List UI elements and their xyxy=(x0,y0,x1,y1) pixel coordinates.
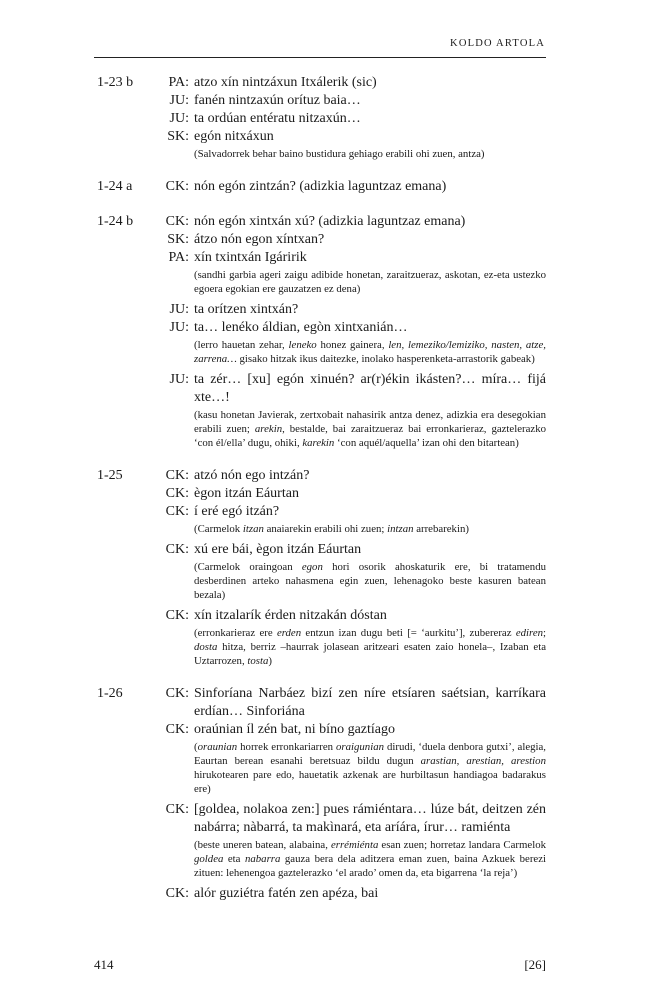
utterance xyxy=(156,249,546,267)
note-text: entzun izan dugu beti [= ‘aurkitu’], zubereraz xyxy=(301,627,516,639)
note-text: ( xyxy=(194,741,198,753)
note-text: , bestalde, bai zaraitzueraz bai erronkarieraz, gaztelerazko ‘con él/ella’ dugu, ohiki, xyxy=(194,423,546,449)
utterance-text: atzo xín nintzáxun Itxálerik (sic) xyxy=(194,75,377,90)
speaker-label: JU: xyxy=(169,93,189,108)
utterance xyxy=(156,485,546,503)
block-id: 1-24 b xyxy=(97,214,134,229)
note-italic-term: erden xyxy=(276,627,302,639)
note-text: ‘con aquél/aquella’ izan ohi den bitartean) xyxy=(334,437,519,449)
transcript-block xyxy=(97,178,546,196)
note-text: (lerro hauetan zehar, xyxy=(194,339,289,351)
note-text: (erronkarieraz ere xyxy=(194,627,277,639)
utterance-text: átzo nón egon xíntxan? xyxy=(194,232,325,247)
speaker-label: SK: xyxy=(167,129,189,144)
utterance-text: oraúnian íl zén bat, ni bíno gaztíago xyxy=(194,722,395,737)
note-italic-term: oraunian xyxy=(197,741,238,753)
speaker-label: JU: xyxy=(169,302,189,317)
utterance-text: nón egón xintxán xú? (adizkia laguntzaz emana) xyxy=(194,214,466,229)
utterance-text: atzó nón ego intzán? xyxy=(194,468,310,483)
utterance-text: nón egón zintzán? (adizkia laguntzaz emana) xyxy=(194,179,447,194)
note-italic-term: karekin xyxy=(302,437,335,449)
transcript-block xyxy=(97,467,546,668)
note-italic-term: dosta xyxy=(194,641,218,653)
block-id: 1-26 xyxy=(97,686,123,701)
note-text: dirudi, ‘duela denbora gutxi’, alegia, Eaurtan berean esanahi beretsuaz bildu dugun xyxy=(194,741,546,767)
note-text: anaiarekin erabili ohi zuen; xyxy=(263,523,388,535)
utterance xyxy=(156,231,546,249)
utterance-text: alór guziétra fatén zen apéza, bai xyxy=(194,886,379,901)
utterance-text: fanén nintzaxún orítuz baia… xyxy=(194,93,361,108)
note-italic-term: errémiénta xyxy=(330,839,379,851)
annotation-note xyxy=(194,560,546,602)
note-italic-term: len, lemeziko/lemiziko, nasten, atze, zarrena… xyxy=(194,339,546,365)
speaker-label: CK: xyxy=(165,722,189,737)
note-italic-term: leneko xyxy=(288,339,317,351)
note-italic-term: oraigunian xyxy=(336,741,384,753)
utterance-text: xín itzalarík érden nitzakán dóstan xyxy=(194,608,387,623)
utterance xyxy=(156,541,546,559)
speaker-label: SK: xyxy=(167,232,189,247)
note-text: esan zuen; horretaz landara Carmelok xyxy=(378,839,546,851)
utterance-text: [goldea, nolakoa zen:] pues rámiéntara… lúze bát, deitzen zén nabárra; nàbarrá, ta makìnará, eta aríára, írur… ramiénta xyxy=(194,802,546,835)
note-text: hirukotearen pare edo, hauetatik azkenak are hurbiltasun handiagoa badarakus ere) xyxy=(194,769,546,795)
annotation-note xyxy=(194,338,546,366)
utterance-text: egón nitxáxun xyxy=(194,129,274,144)
utterance-text: xín txintxán Igáririk xyxy=(194,250,307,265)
note-italic-term: nabarra xyxy=(244,853,281,865)
note-text: arrebarekin) xyxy=(413,523,469,535)
speaker-label: CK: xyxy=(165,179,189,194)
transcript-block xyxy=(97,213,546,450)
note-text: honez gainera, xyxy=(316,339,389,351)
note-text: (Carmelok xyxy=(194,523,243,535)
annotation-note xyxy=(194,740,546,796)
note-text: ; xyxy=(543,627,547,639)
note-text: ) xyxy=(268,655,272,667)
transcript-body xyxy=(97,74,546,920)
speaker-label: CK: xyxy=(165,486,189,501)
header-rule xyxy=(94,57,546,58)
utterance-text: ta… lenéko áldian, egòn xintxanián… xyxy=(194,320,408,335)
utterance xyxy=(156,128,546,146)
utterance xyxy=(156,801,546,837)
note-text: (Carmelok oraingoan xyxy=(194,561,302,573)
note-text: hitza, berriz –haurrak jolasean aritzeari esaten zaio honela–, Izaban eta Uztarrozen, xyxy=(194,641,546,667)
speaker-label: CK: xyxy=(165,686,189,701)
note-italic-term: egon xyxy=(301,561,323,573)
utterance xyxy=(156,503,546,521)
annotation-note xyxy=(194,408,546,450)
utterance xyxy=(156,467,546,485)
utterance xyxy=(156,721,546,739)
block-id: 1-24 a xyxy=(97,179,133,194)
block-id: 1-23 b xyxy=(97,75,134,90)
speaker-label: CK: xyxy=(165,802,189,817)
speaker-label: CK: xyxy=(165,608,189,623)
annotation-note xyxy=(194,268,546,296)
note-text: horrek erronkariarren xyxy=(237,741,336,753)
bracket-page-number: [26] xyxy=(524,957,546,972)
note-italic-term: intzan xyxy=(387,523,414,535)
utterance xyxy=(156,110,546,128)
speaker-label: JU: xyxy=(169,111,189,126)
note-text: (kasu honetan Javierak, zertxobait nahasirik antza denez, adizkia era desegokian erabili zuen; xyxy=(194,409,546,435)
utterance-text: ta ordúan entératu nitzaxún… xyxy=(194,111,361,126)
utterance xyxy=(156,319,546,337)
note-italic-term: goldea xyxy=(194,853,224,865)
speaker-label: CK: xyxy=(165,214,189,229)
utterance-text: ta orítzen xintxán? xyxy=(194,302,299,317)
utterance-text: í eré egó itzán? xyxy=(194,504,280,519)
annotation-note xyxy=(194,626,546,668)
annotation-note xyxy=(194,522,546,536)
block-id: 1-25 xyxy=(97,468,123,483)
note-text: (Salvadorrek behar baino bustidura gehiago erabili ohi zuen, antza) xyxy=(194,148,485,160)
speaker-label: CK: xyxy=(165,886,189,901)
utterance xyxy=(156,301,546,319)
speaker-label: CK: xyxy=(165,542,189,557)
annotation-note xyxy=(194,147,546,161)
utterance xyxy=(156,371,546,407)
note-italic-term: arekin xyxy=(254,423,283,435)
utterance xyxy=(156,685,546,721)
note-text: (sandhi garbia ageri zaigu adibide honetan, zaraitzueraz, askotan, ez-eta ustezko egoera egokian ere gauzatzen ez dena) xyxy=(194,269,546,295)
note-italic-term: arastian, arestian, arestion xyxy=(420,755,546,767)
speaker-label: PA: xyxy=(168,75,189,90)
utterance xyxy=(156,607,546,625)
note-italic-term: itzan xyxy=(242,523,264,535)
utterance-text: ègon itzán Eáurtan xyxy=(194,486,299,501)
transcript-block xyxy=(97,74,546,161)
utterance xyxy=(156,885,546,903)
annotation-note xyxy=(194,838,546,880)
speaker-label: CK: xyxy=(165,468,189,483)
utterance-text: Sinforíana Narbáez bizí zen níre etsíaren saétsian, karríkara erdían… Sinforiána xyxy=(194,686,546,719)
speaker-label: JU: xyxy=(169,320,189,335)
utterance xyxy=(156,74,546,92)
speaker-label: JU: xyxy=(169,372,189,387)
utterance xyxy=(156,92,546,110)
speaker-label: PA: xyxy=(168,250,189,265)
page-number: 414 xyxy=(94,957,114,972)
utterance-text: xú ere bái, ègon itzán Eáurtan xyxy=(194,542,362,557)
utterance-text: ta zér… [xu] egón xinuén? ar(r)ékin ikásten?… míra… fijá xte…! xyxy=(194,372,546,405)
utterance xyxy=(156,178,546,196)
transcript-block xyxy=(97,685,546,903)
note-italic-term: tosta xyxy=(247,655,269,667)
note-text: eta xyxy=(223,853,245,865)
note-text: gauza bera dela aditzera eman zuen, baina Azkuek berezi zituen: lehenengoa gaztelerazko ‘el arado’ omen da, eta bigarrena ‘la reja’) xyxy=(194,853,546,879)
note-text: gisako hitzak ikus daitezke, inolako hasperenketa-arrastorik gabeak) xyxy=(236,353,535,365)
running-title: KOLDO ARTOLA xyxy=(450,38,545,49)
note-italic-term: ediren xyxy=(515,627,544,639)
utterance xyxy=(156,213,546,231)
note-text: (beste uneren batean, alabaina, xyxy=(194,839,331,851)
note-text: hori osorik ahoskaturik ere, bi tratamendu desberdinen arteko nahasmena egin zuen, lehenagoko beste kasuren batean bezala) xyxy=(194,561,546,601)
speaker-label: CK: xyxy=(165,504,189,519)
